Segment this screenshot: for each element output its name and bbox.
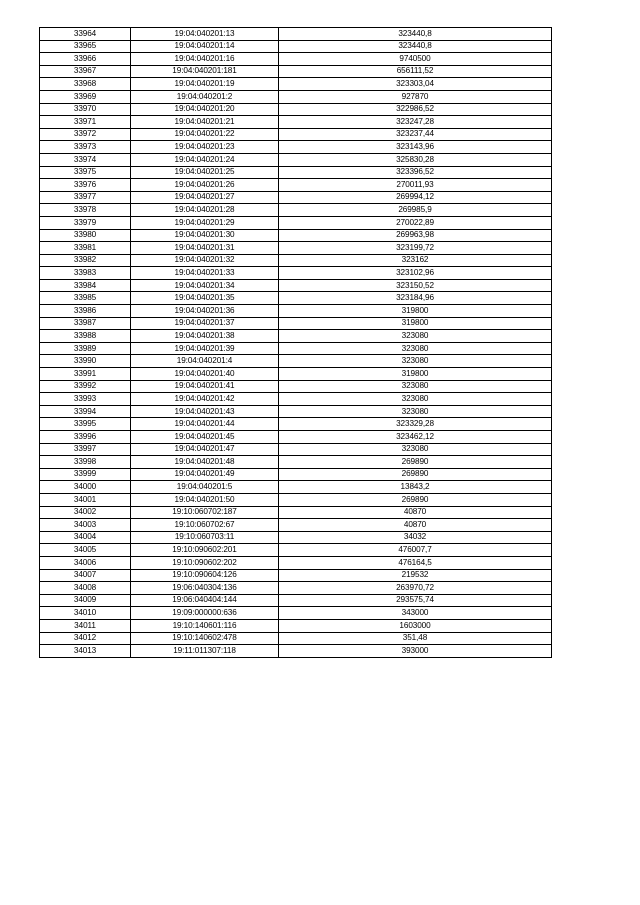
value-cell: 476007,7 — [279, 544, 552, 557]
value-cell: 323080 — [279, 393, 552, 406]
table-row — [40, 519, 552, 532]
cadastral-number-cell: 19:04:040201:19 — [131, 78, 279, 91]
value-cell: 323143,96 — [279, 141, 552, 154]
cadastral-number-cell: 19:04:040201:35 — [131, 292, 279, 305]
cadastral-number-cell: 19:04:040201:22 — [131, 128, 279, 141]
table-row — [40, 493, 552, 506]
value-cell: 323247,28 — [279, 116, 552, 129]
cadastral-number-cell: 19:04:040201:42 — [131, 393, 279, 406]
value-cell: 323080 — [279, 443, 552, 456]
table-body — [40, 28, 552, 658]
row-number-cell: 34002 — [40, 506, 131, 519]
table-row — [40, 305, 552, 318]
cadastral-number-cell: 19:10:060702:187 — [131, 506, 279, 519]
table-row — [40, 65, 552, 78]
cadastral-number-cell: 19:04:040201:25 — [131, 166, 279, 179]
table-row — [40, 254, 552, 267]
value-cell: 323329,28 — [279, 418, 552, 431]
value-cell: 269985,9 — [279, 204, 552, 217]
row-number-cell: 33989 — [40, 342, 131, 355]
row-number-cell: 34005 — [40, 544, 131, 557]
table-row — [40, 645, 552, 658]
value-cell: 269963,98 — [279, 229, 552, 242]
cadastral-number-cell: 19:04:040201:33 — [131, 267, 279, 280]
cadastral-number-cell: 19:06:040304:136 — [131, 582, 279, 595]
cadastral-number-cell: 19:04:040201:41 — [131, 380, 279, 393]
table-row — [40, 355, 552, 368]
value-cell: 9740500 — [279, 53, 552, 66]
row-number-cell: 33979 — [40, 216, 131, 229]
row-number-cell: 33969 — [40, 90, 131, 103]
row-number-cell: 33965 — [40, 40, 131, 53]
value-cell: 13843,2 — [279, 481, 552, 494]
value-cell: 323303,04 — [279, 78, 552, 91]
cadastral-number-cell: 19:04:040201:37 — [131, 317, 279, 330]
cadastral-number-cell: 19:04:040201:16 — [131, 53, 279, 66]
value-cell: 325830,28 — [279, 153, 552, 166]
value-cell: 34032 — [279, 531, 552, 544]
cadastral-number-cell: 19:04:040201:32 — [131, 254, 279, 267]
value-cell: 323102,96 — [279, 267, 552, 280]
cadastral-number-cell: 19:10:090602:201 — [131, 544, 279, 557]
value-cell: 343000 — [279, 607, 552, 620]
cadastral-number-cell: 19:04:040201:49 — [131, 468, 279, 481]
data-table — [39, 27, 552, 658]
cadastral-number-cell: 19:04:040201:43 — [131, 405, 279, 418]
value-cell: 323080 — [279, 380, 552, 393]
row-number-cell: 33966 — [40, 53, 131, 66]
cadastral-number-cell: 19:04:040201:34 — [131, 279, 279, 292]
table-row — [40, 506, 552, 519]
cadastral-number-cell: 19:04:040201:40 — [131, 368, 279, 381]
value-cell: 323440,8 — [279, 28, 552, 41]
table-row — [40, 544, 552, 557]
row-number-cell: 33991 — [40, 368, 131, 381]
cadastral-number-cell: 19:04:040201:30 — [131, 229, 279, 242]
table-row — [40, 443, 552, 456]
value-cell: 323080 — [279, 405, 552, 418]
cadastral-number-cell: 19:04:040201:31 — [131, 242, 279, 255]
table-row — [40, 619, 552, 632]
table-row — [40, 468, 552, 481]
row-number-cell: 33967 — [40, 65, 131, 78]
table-row — [40, 607, 552, 620]
cadastral-number-cell: 19:04:040201:29 — [131, 216, 279, 229]
cadastral-number-cell: 19:06:040404:144 — [131, 594, 279, 607]
cadastral-number-cell: 19:10:060703:11 — [131, 531, 279, 544]
cadastral-number-cell: 19:04:040201:48 — [131, 456, 279, 469]
value-cell: 656111,52 — [279, 65, 552, 78]
table-row — [40, 242, 552, 255]
cadastral-number-cell: 19:10:140602:478 — [131, 632, 279, 645]
table-row — [40, 405, 552, 418]
cadastral-number-cell: 19:04:040201:44 — [131, 418, 279, 431]
table-row — [40, 40, 552, 53]
value-cell: 393000 — [279, 645, 552, 658]
table-row — [40, 191, 552, 204]
cadastral-number-cell: 19:10:090602:202 — [131, 556, 279, 569]
row-number-cell: 34012 — [40, 632, 131, 645]
cadastral-number-cell: 19:10:140601:116 — [131, 619, 279, 632]
cadastral-number-cell: 19:04:040201:24 — [131, 153, 279, 166]
value-cell: 40870 — [279, 506, 552, 519]
row-number-cell: 34006 — [40, 556, 131, 569]
value-cell: 219532 — [279, 569, 552, 582]
value-cell: 269890 — [279, 468, 552, 481]
row-number-cell: 33978 — [40, 204, 131, 217]
cadastral-number-cell: 19:04:040201:4 — [131, 355, 279, 368]
cadastral-number-cell: 19:04:040201:39 — [131, 342, 279, 355]
row-number-cell: 33984 — [40, 279, 131, 292]
table-row — [40, 216, 552, 229]
row-number-cell: 34003 — [40, 519, 131, 532]
row-number-cell: 34011 — [40, 619, 131, 632]
cadastral-number-cell: 19:09:000000:636 — [131, 607, 279, 620]
value-cell: 269890 — [279, 456, 552, 469]
row-number-cell: 33971 — [40, 116, 131, 129]
table-row — [40, 330, 552, 343]
value-cell: 319800 — [279, 317, 552, 330]
cadastral-number-cell: 19:04:040201:23 — [131, 141, 279, 154]
value-cell: 323184,96 — [279, 292, 552, 305]
table-row — [40, 90, 552, 103]
row-number-cell: 33976 — [40, 179, 131, 192]
table-row — [40, 292, 552, 305]
row-number-cell: 33988 — [40, 330, 131, 343]
cadastral-number-cell: 19:10:060702:67 — [131, 519, 279, 532]
cadastral-number-cell: 19:04:040201:47 — [131, 443, 279, 456]
row-number-cell: 33968 — [40, 78, 131, 91]
cadastral-number-cell: 19:04:040201:5 — [131, 481, 279, 494]
cadastral-number-cell: 19:04:040201:14 — [131, 40, 279, 53]
value-cell: 927870 — [279, 90, 552, 103]
row-number-cell: 33970 — [40, 103, 131, 116]
row-number-cell: 33992 — [40, 380, 131, 393]
cadastral-number-cell: 19:04:040201:50 — [131, 493, 279, 506]
cadastral-number-cell: 19:04:040201:28 — [131, 204, 279, 217]
value-cell: 351,48 — [279, 632, 552, 645]
table-row — [40, 229, 552, 242]
row-number-cell: 34000 — [40, 481, 131, 494]
row-number-cell: 33993 — [40, 393, 131, 406]
row-number-cell: 33995 — [40, 418, 131, 431]
row-number-cell: 33981 — [40, 242, 131, 255]
row-number-cell: 33980 — [40, 229, 131, 242]
value-cell: 269890 — [279, 493, 552, 506]
value-cell: 323462,12 — [279, 431, 552, 444]
row-number-cell: 33974 — [40, 153, 131, 166]
row-number-cell: 33973 — [40, 141, 131, 154]
cadastral-number-cell: 19:04:040201:38 — [131, 330, 279, 343]
cadastral-number-cell: 19:04:040201:36 — [131, 305, 279, 318]
cadastral-number-cell: 19:04:040201:20 — [131, 103, 279, 116]
cadastral-number-cell: 19:04:040201:21 — [131, 116, 279, 129]
table-row — [40, 594, 552, 607]
value-cell: 263970,72 — [279, 582, 552, 595]
row-number-cell: 33985 — [40, 292, 131, 305]
table-row — [40, 153, 552, 166]
cadastral-number-cell: 19:04:040201:27 — [131, 191, 279, 204]
value-cell: 319800 — [279, 305, 552, 318]
table-row — [40, 531, 552, 544]
table-row — [40, 569, 552, 582]
value-cell: 323396,52 — [279, 166, 552, 179]
table-row — [40, 53, 552, 66]
value-cell: 323150,52 — [279, 279, 552, 292]
cadastral-number-cell: 19:10:090604:126 — [131, 569, 279, 582]
row-number-cell: 33999 — [40, 468, 131, 481]
value-cell: 323080 — [279, 355, 552, 368]
row-number-cell: 34013 — [40, 645, 131, 658]
table-row — [40, 342, 552, 355]
row-number-cell: 34008 — [40, 582, 131, 595]
value-cell: 323237,44 — [279, 128, 552, 141]
row-number-cell: 33983 — [40, 267, 131, 280]
row-number-cell: 33990 — [40, 355, 131, 368]
table-row — [40, 632, 552, 645]
row-number-cell: 33994 — [40, 405, 131, 418]
row-number-cell: 33975 — [40, 166, 131, 179]
table-row — [40, 116, 552, 129]
cadastral-number-cell: 19:04:040201:2 — [131, 90, 279, 103]
table-row — [40, 317, 552, 330]
cadastral-number-cell: 19:04:040201:45 — [131, 431, 279, 444]
value-cell: 293575,74 — [279, 594, 552, 607]
row-number-cell: 34007 — [40, 569, 131, 582]
row-number-cell: 34010 — [40, 607, 131, 620]
table-row — [40, 267, 552, 280]
value-cell: 322986,52 — [279, 103, 552, 116]
row-number-cell: 34001 — [40, 493, 131, 506]
table-row — [40, 28, 552, 41]
row-number-cell: 33998 — [40, 456, 131, 469]
table-row — [40, 393, 552, 406]
row-number-cell: 33986 — [40, 305, 131, 318]
row-number-cell: 33997 — [40, 443, 131, 456]
value-cell: 269994,12 — [279, 191, 552, 204]
value-cell: 323080 — [279, 342, 552, 355]
table-row — [40, 204, 552, 217]
value-cell: 476164,5 — [279, 556, 552, 569]
table-row — [40, 582, 552, 595]
cadastral-number-cell: 19:04:040201:26 — [131, 179, 279, 192]
value-cell: 319800 — [279, 368, 552, 381]
value-cell: 323199,72 — [279, 242, 552, 255]
value-cell: 323162 — [279, 254, 552, 267]
table-row — [40, 166, 552, 179]
table-row — [40, 78, 552, 91]
cadastral-number-cell: 19:04:040201:13 — [131, 28, 279, 41]
value-cell: 270011,93 — [279, 179, 552, 192]
table-row — [40, 556, 552, 569]
table-row — [40, 128, 552, 141]
value-cell: 40870 — [279, 519, 552, 532]
cadastral-number-cell: 19:04:040201:181 — [131, 65, 279, 78]
table-row — [40, 431, 552, 444]
row-number-cell: 34009 — [40, 594, 131, 607]
row-number-cell: 33977 — [40, 191, 131, 204]
table-row — [40, 418, 552, 431]
value-cell: 1603000 — [279, 619, 552, 632]
value-cell: 270022,89 — [279, 216, 552, 229]
table-row — [40, 368, 552, 381]
table-row — [40, 141, 552, 154]
row-number-cell: 33987 — [40, 317, 131, 330]
row-number-cell: 33964 — [40, 28, 131, 41]
table-row — [40, 456, 552, 469]
table-row — [40, 103, 552, 116]
row-number-cell: 34004 — [40, 531, 131, 544]
row-number-cell: 33982 — [40, 254, 131, 267]
table-row — [40, 279, 552, 292]
table-row — [40, 380, 552, 393]
row-number-cell: 33996 — [40, 431, 131, 444]
table-row — [40, 179, 552, 192]
value-cell: 323080 — [279, 330, 552, 343]
row-number-cell: 33972 — [40, 128, 131, 141]
table-row — [40, 481, 552, 494]
cadastral-number-cell: 19:11:011307:118 — [131, 645, 279, 658]
value-cell: 323440,8 — [279, 40, 552, 53]
